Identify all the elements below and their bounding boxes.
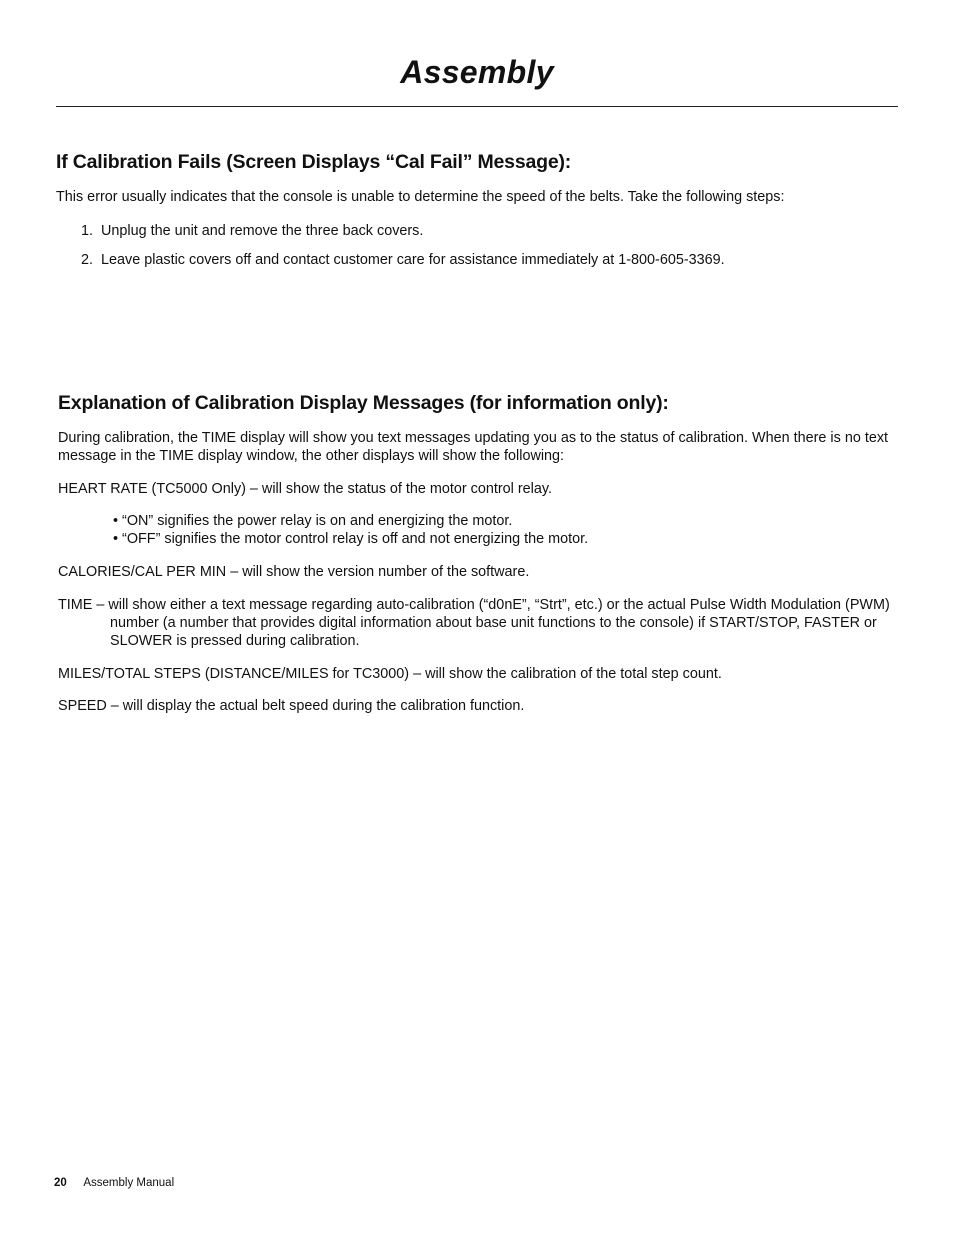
section-intro: This error usually indicates that the console is unable to determine the speed of the belts. Take the following steps: — [56, 189, 785, 205]
speed-paragraph: SPEED – will display the actual belt speed during the calibration function. — [58, 698, 525, 714]
header-rule — [56, 106, 898, 107]
step-number: 2. — [81, 252, 94, 268]
footer-label: Assembly Manual — [83, 1177, 175, 1189]
step-text: Leave plastic covers off and contact customer care for assistance immediately at 1-800-605-3369. — [101, 252, 725, 268]
list-item — [81, 251, 898, 269]
calories-paragraph: CALORIES/CAL PER MIN – will show the version number of the software. — [58, 564, 530, 580]
heart-rate-paragraph: HEART RATE (TC5000 Only) – will show the status of the motor control relay. — [58, 481, 552, 497]
section-intro: During calibration, the TIME display will show you text messages updating you as to the status of calibration. When there is no text message in the TIME display window, the other displays will show the following: — [58, 430, 889, 464]
page-footer — [54, 1176, 174, 1190]
list-item: • “ON” signifies the power relay is on and energizing the motor. — [113, 513, 513, 529]
time-paragraph: TIME – will show either a text message regarding auto-calibration (“d0nE”, “Strt”, etc.) or the actual Pulse Width Modulation (PWM) number (a number that provides digital information about base unit functions to the console) if START/STOP, FASTER or SLOWER is pressed during calibration. — [58, 597, 890, 649]
section-display-messages — [58, 389, 898, 715]
list-item: • “OFF” signifies the motor control relay is off and not energizing the motor. — [113, 531, 589, 547]
section-calibration-fails — [56, 148, 898, 269]
step-number: 1. — [81, 223, 94, 239]
section-heading: Explanation of Calibration Display Messages (for information only): — [58, 392, 669, 414]
section-heading: If Calibration Fails (Screen Displays “Cal Fail” Message): — [56, 151, 572, 173]
relay-bullets — [113, 512, 898, 548]
steps-list — [56, 222, 898, 269]
list-item — [81, 222, 898, 240]
miles-paragraph: MILES/TOTAL STEPS (DISTANCE/MILES for TC3000) – will show the calibration of the total step count. — [58, 666, 722, 682]
page-number: 20 — [54, 1177, 67, 1189]
step-text: Unplug the unit and remove the three back covers. — [101, 223, 424, 239]
page-title: Assembly — [400, 54, 554, 90]
